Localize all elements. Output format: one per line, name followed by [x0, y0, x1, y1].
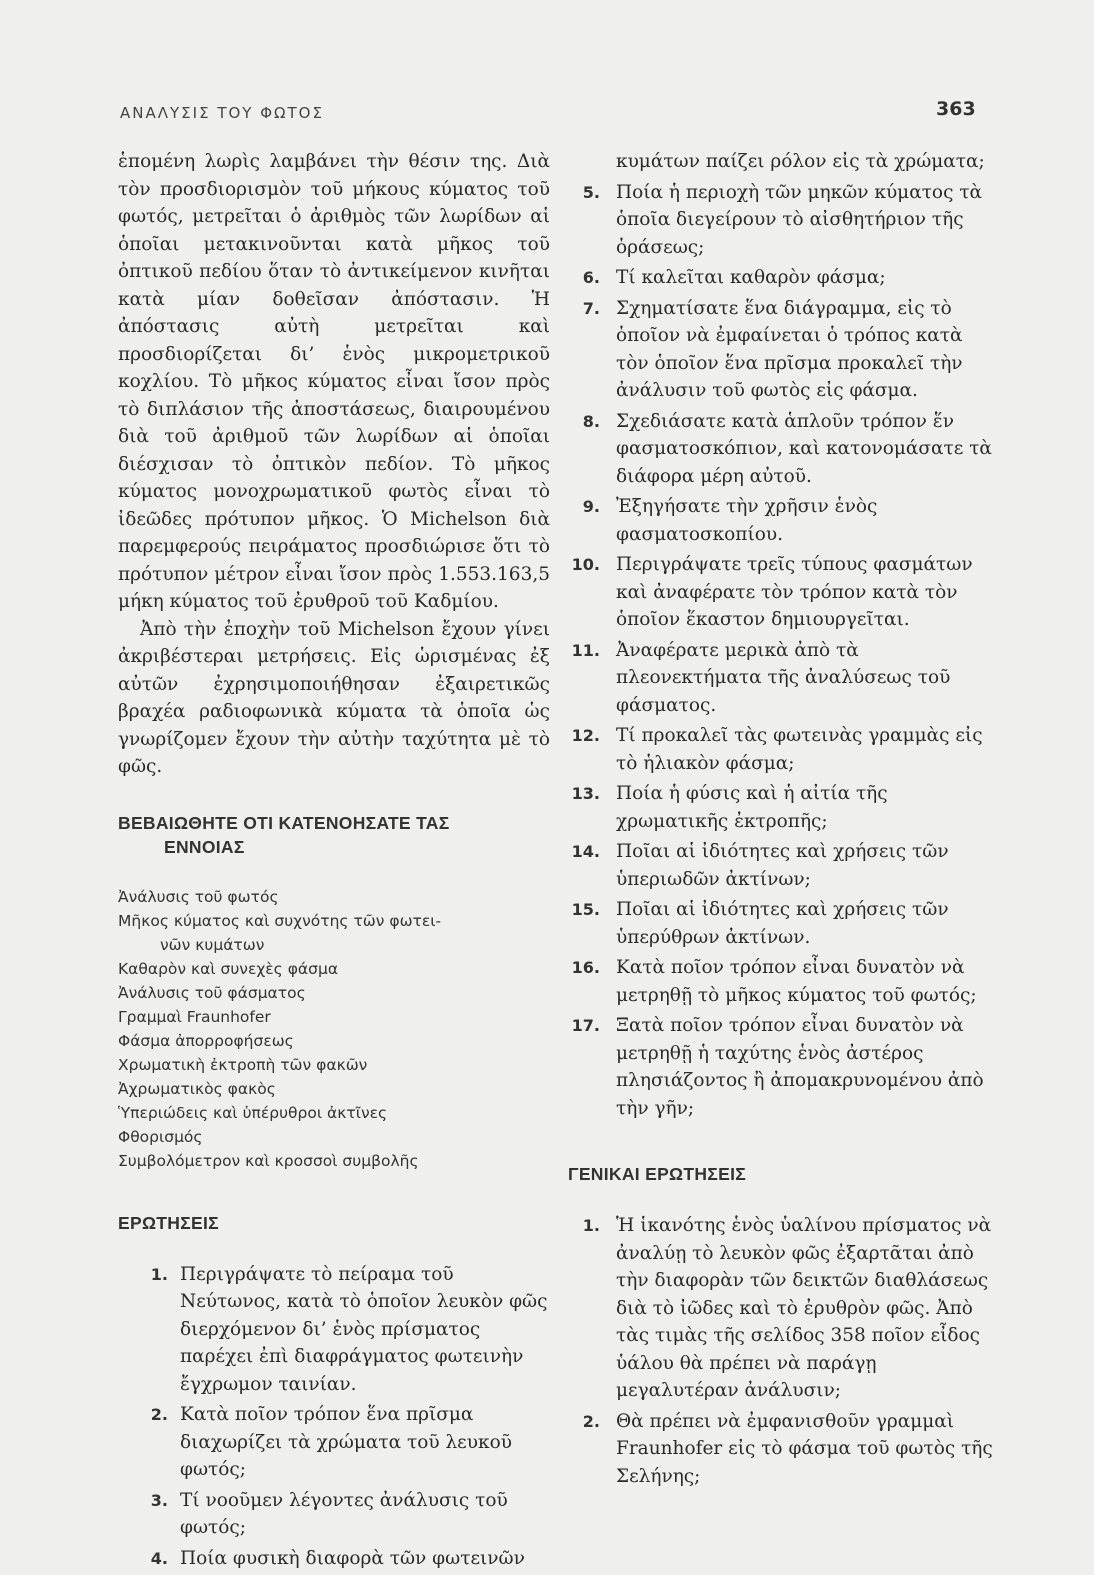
- question-text: Ἡ ἱκανότης ἑνὸς ὑαλίνου πρίσματος νὰ ἀναλύῃ τὸ λευκὸν φῶς ἐξαρτᾶται ἀπὸ τὴν διαφορὰν τῶν δεικτῶν διαθλάσεως διὰ τὸ ἰῶδες καὶ τὸ ἐρυθρὸν φῶς. Ἀπὸ τὰς τιμὰς τῆς σελίδος 358 ποῖον εἶδος ὑάλου θὰ πρέπει νὰ παράγῃ μεγαλυτέραν ἀνάλυσιν;: [616, 1215, 992, 1401]
- question-number: 12.: [571, 726, 600, 745]
- paragraph: Ἀπὸ τὴν ἐποχὴν τοῦ Michelson ἔχουν γίνει ἀκριβέστεραι μετρήσεις. Εἰς ὡρισμένας ἐξ αὐτῶν ἐχρησιμοποιήθησαν ἐξαιρετικῶς βραχέα ραδιοφωνικὰ κύματα τὰ ὁποῖα ὡς γνωρίζομεν ἔχουν τὴν αὐτὴν ταχύτητα μὲ τὸ φῶς.: [118, 618, 550, 777]
- question-text: Ποία ἡ περιοχὴ τῶν μηκῶν κύματος τὰ ὁποῖα διεγείρουν τὸ αἰσθητήριον τῆς ὁράσεως;: [616, 181, 983, 258]
- general-question-item: [568, 1408, 1000, 1491]
- question-number: 17.: [571, 1016, 600, 1035]
- concept-item: νῶν κυμάτων: [160, 935, 265, 954]
- running-title: ΑΝΑΛΥΣΙΣ ΤΟΥ ΦΩΤΟΣ: [120, 104, 324, 122]
- question-text: Σχεδιάσατε κατὰ ἁπλοῦν τρόπον ἕν φασματοσκόπιον, καὶ κατονομάσατε τὰ διάφορα μέρη αὐτοῦ.: [616, 410, 992, 487]
- question-item: [568, 838, 1000, 893]
- question-text: Ἀναφέρατε μερικὰ ἀπὸ τὰ πλεονεκτήματα τῆς ἀναλύσεως τοῦ φάσματος.: [616, 639, 951, 716]
- question-number: 9.: [582, 497, 600, 516]
- question-text: Τί καλεῖται καθαρὸν φάσμα;: [616, 267, 886, 288]
- concept-item: Φθορισμός: [118, 1127, 203, 1146]
- question-item: [568, 493, 1000, 548]
- question-item: [568, 954, 1000, 1009]
- left-column: [118, 148, 550, 1575]
- concept-item: Φάσμα ἀπορροφήσεως: [118, 1031, 294, 1050]
- question-text: Κατὰ ποῖον τρόπον ἕνα πρῖσμα διαχωρίζει τὰ χρώματα τοῦ λευκοῦ φωτός;: [180, 1404, 512, 1480]
- question-number: 13.: [571, 784, 600, 803]
- questions-list-continued: [568, 179, 1000, 1123]
- question-text: Ποῖαι αἱ ἰδιότητες καὶ χρήσεις τῶν ὑπερύθρων ἀκτίνων.: [616, 899, 949, 948]
- concepts-list: [118, 885, 550, 1173]
- question-number: 1.: [150, 1264, 168, 1284]
- concepts-heading-line1: ΒΕΒΑΙΩΘΗΤΕ ΟΤΙ ΚΑΤΕΝΟΗΣΑΤΕ ΤΑΣ: [118, 812, 450, 833]
- question-item: [568, 264, 1000, 292]
- question-text: Περιγράψατε τὸ πείραμα τοῦ Νεύτωνος, κατὰ τὸ ὁποῖον λευκὸν φῶς διερχόμενον δι’ ἑνὸς πρίσματος παρέχει ἐπὶ διαφράγματος φωτεινὴν ἔγχρωμον ταινίαν.: [180, 1263, 548, 1395]
- question-number: 8.: [582, 411, 600, 431]
- question-number: 4.: [150, 1548, 168, 1568]
- concepts-heading: [118, 811, 548, 859]
- question-number: 3.: [150, 1490, 168, 1510]
- concept-item: Ἀνάλυσις τοῦ φωτός: [118, 887, 279, 906]
- question-item: [568, 780, 1000, 835]
- question-text: Κατὰ ποῖον τρόπον εἶναι δυνατὸν νὰ μετρηθῇ τὸ μῆκος κύματος τοῦ φωτός;: [616, 957, 977, 1006]
- question-text: Περιγράψατε τρεῖς τύπους φασμάτων καὶ ἀναφέρατε τὸν τρόπον κατὰ τὸν ὁποῖον ἕκαστον δημιουργεῖται.: [616, 554, 973, 630]
- question-item: [568, 722, 1000, 777]
- question-item: [118, 1401, 550, 1484]
- question-number: 14.: [571, 842, 600, 861]
- question-item: [118, 1545, 550, 1573]
- question-item: [568, 637, 1000, 720]
- page-number: 363: [936, 98, 976, 120]
- question-continuation: κυμάτων παίζει ρόλον εἰς τὰ χρώματα;: [616, 151, 985, 172]
- question-text: Ξατὰ ποῖον τρόπον εἶναι δυνατὸν νὰ μετρηθῇ ἡ ταχύτης ἑνὸς ἀστέρος πλησιάζοντος ἢ ἀπομακρυνομένου ἀπὸ τὴν γῆν;: [616, 1015, 984, 1119]
- question-number: 1.: [582, 1216, 600, 1235]
- question-item: [118, 1487, 550, 1542]
- concept-item: Ὑπεριώδεις καὶ ὑπέρυθροι ἀκτῖνες: [118, 1103, 388, 1122]
- question-text: Ποία ἡ φύσις καὶ ἡ αἰτία τῆς χρωματικῆς ἐκτροπῆς;: [616, 783, 888, 832]
- question-text: Τί προκαλεῖ τὰς φωτεινὰς γραμμὰς εἰς τὸ ἡλιακὸν φάσμα;: [616, 725, 983, 774]
- concept-item: Καθαρὸν καὶ συνεχὲς φάσμα: [118, 959, 339, 978]
- concept-item: Ἀνάλυσις τοῦ φάσματος: [118, 983, 306, 1002]
- questions-list: [118, 1261, 550, 1573]
- question-item: [568, 1012, 1000, 1122]
- general-question-item: [568, 1212, 1000, 1405]
- question-text: Σχηματίσατε ἕνα διάγραμμα, εἰς τὸ ὁποῖον νὰ ἐμφαίνεται ὁ τρόπος κατὰ τὸν ὁποῖον ἕνα πρῖσμα προκαλεῖ τὴν ἀνάλυσιν τοῦ φωτὸς εἰς φάσμα.: [616, 297, 963, 401]
- concept-item: Χρωματικὴ ἐκτροπὴ τῶν φακῶν: [118, 1055, 368, 1074]
- general-questions-list: [568, 1212, 1000, 1490]
- question-text: Ποῖαι αἱ ἰδιότητες καὶ χρήσεις τῶν ὑπεριωδῶν ἀκτίνων;: [616, 841, 949, 890]
- question-item: [568, 896, 1000, 951]
- right-column: [568, 148, 1000, 1493]
- question-item: [568, 295, 1000, 405]
- general-questions-heading: ΓΕΝΙΚΑΙ ΕΡΩΤΗΣΕΙΣ: [568, 1164, 747, 1184]
- question-number: 2.: [582, 1411, 600, 1431]
- question-item: [118, 1261, 550, 1399]
- question-number: 15.: [571, 900, 600, 919]
- question-item: [568, 408, 1000, 491]
- question-number: 7.: [582, 298, 600, 318]
- question-number: 11.: [571, 640, 600, 660]
- question-number: 6.: [582, 268, 600, 287]
- concepts-heading-line2: ΕΝΝΟΙΑΣ: [164, 836, 245, 857]
- question-item: [568, 179, 1000, 262]
- question-number: 2.: [150, 1405, 168, 1424]
- paragraph: ἑπομένη λωρὶς λαμβάνει τὴν θέσιν της. Διὰ τὸν προσδιορισμὸν τοῦ μήκους κύματος τοῦ φωτός, μετρεῖται ὁ ἀριθμὸς τῶν λωρίδων αἱ ὁποῖαι μετακινοῦνται κατὰ μῆκος τοῦ ὀπτικοῦ πεδίου ὅταν τὸ ἀντικείμενον κινῆται κατὰ μίαν δοθεῖσαν ἀπόστασιν. Ἡ ἀπόστασις αὐτὴ μετρεῖται καὶ προσδιορίζεται δι’ ἑνὸς μικρομετρικοῦ κοχλίου. Τὸ μῆκος κύματος εἶναι ἴσον πρὸς τὸ διπλάσιον τῆς ἀποστάσεως, διαιρουμένου διὰ τοῦ ἀριθμοῦ τῶν λωρίδων αἱ ὁποῖαι διέσχισαν τὸ ὀπτικὸν πεδίον. Τὸ μῆκος κύματος μονοχρωματικοῦ φωτὸς εἶναι τὸ ἰδεῶδες πρότυπον μῆκος. Ὁ Michelson διὰ παρεμφερούς πειράματος προσδιώρισε ὅτι τὸ πρότυπον μέτρον εἶναι ἴσον πρὸς 1.553.163,5 μήκη κύματος τοῦ ἐρυθροῦ τοῦ Καδμίου.: [118, 151, 550, 612]
- question-text: Ἐξηγήσατε τὴν χρῆσιν ἑνὸς φασματοσκοπίου.: [616, 496, 878, 545]
- question-text: Θὰ πρέπει νὰ ἐμφανισθοῦν γραμμαὶ Fraunhofer εἰς τὸ φάσμα τοῦ φωτὸς τῆς Σελήνης;: [616, 1410, 993, 1487]
- body-text: [118, 148, 550, 781]
- question-number: 5.: [582, 182, 600, 202]
- questions-heading: ΕΡΩΤΗΣΕΙΣ: [118, 1212, 219, 1233]
- question-text: Τί νοοῦμεν λέγοντες ἀνάλυσις τοῦ φωτός;: [180, 1489, 508, 1538]
- concept-item: Συμβολόμετρον καὶ κροσσοὶ συμβολῆς: [118, 1151, 419, 1170]
- concept-item: Ἀχρωματικὸς φακὸς: [118, 1079, 276, 1098]
- concept-item: Μῆκος κύματος καὶ συχνότης τῶν φωτει-: [118, 911, 442, 930]
- question-item: [568, 551, 1000, 634]
- question-number: 16.: [571, 958, 600, 977]
- question-text: Ποία φυσικὴ διαφορὰ τῶν φωτεινῶν: [180, 1547, 525, 1569]
- question-number: 10.: [571, 555, 600, 574]
- concept-item: Γραμμαὶ Fraunhofer: [118, 1007, 271, 1026]
